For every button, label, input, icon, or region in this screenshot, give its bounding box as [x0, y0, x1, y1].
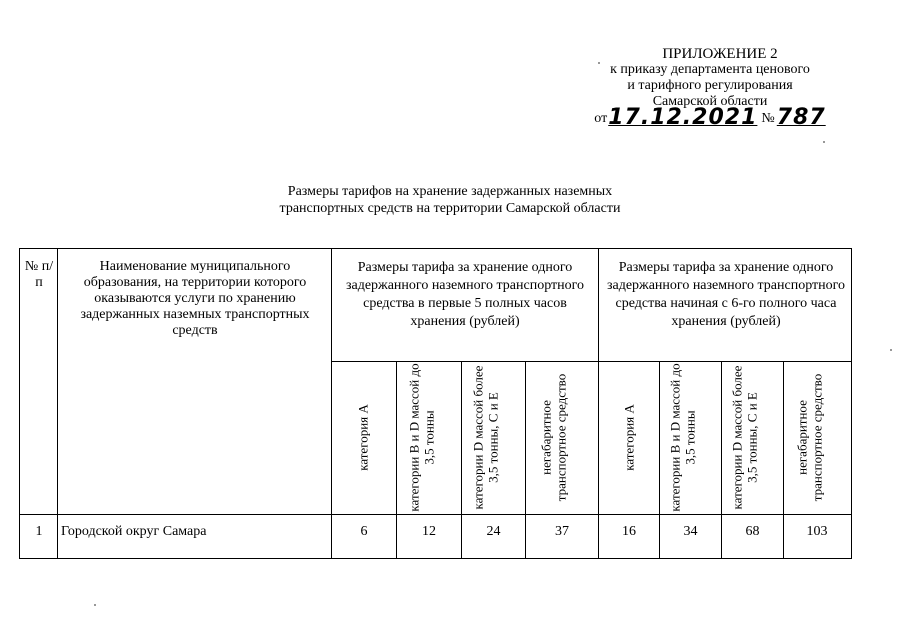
row-value-2: 12: [422, 524, 436, 539]
tariff-table: [19, 248, 852, 559]
date-prefix: от: [594, 111, 608, 126]
document-title-line-1: Размеры тарифов на хранение задержанных наземных: [287, 184, 613, 199]
header-num: № п/п: [24, 259, 54, 290]
row-value-6: 34: [683, 524, 698, 539]
subheader-1: категория А: [355, 404, 371, 471]
appendix-line-1: к приказу департамента ценового: [610, 62, 810, 77]
order-line: [560, 105, 860, 130]
scan-speck: [823, 141, 825, 143]
row-value-7: 68: [745, 524, 760, 539]
row-value-8: 103: [806, 524, 828, 539]
subheader-3: категории D массой более 3,5 тонны, С и Е: [470, 365, 501, 510]
scan-speck: [94, 604, 96, 606]
row-value-4: 37: [555, 524, 569, 539]
subheader-2: категории B и D массой до 3,5 тонны: [406, 363, 437, 512]
row-num: 1: [35, 524, 43, 539]
header-municipality: Наименование муниципального образования, на территории которого оказываются услуги по хранению задержанных наземных транспортных средств: [80, 259, 310, 338]
header-group-from-6th-hour: Размеры тарифа за хранение одного задержанного наземного транспортного средства начиная с 6-го полного часа хранения (рублей): [606, 260, 846, 329]
document-title: [230, 183, 670, 217]
subheader-5: категория А: [621, 404, 637, 471]
row-value-3: 24: [486, 524, 501, 539]
scan-speck: [598, 62, 600, 64]
table-rule: [20, 514, 851, 515]
document-title-line-2: транспортных средств на территории Самарской области: [279, 201, 621, 216]
appendix-line-2: и тарифного регулирования: [627, 78, 793, 93]
row-municipality: Городской округ Самара: [61, 524, 207, 539]
appendix-title: ПРИЛОЖЕНИЕ 2: [662, 46, 778, 62]
row-value-1: 6: [360, 524, 368, 539]
handwritten-date: 17.12.2021: [608, 105, 758, 130]
scan-speck: [890, 349, 892, 351]
table-rule: [331, 249, 332, 558]
subheader-8: негабаритное транспортное средство: [794, 373, 825, 502]
row-value-5: 16: [622, 524, 636, 539]
appendix-block: [560, 46, 860, 130]
number-prefix: №: [761, 111, 775, 126]
table-rule: [598, 249, 599, 558]
header-group-first-5-hours: Размеры тарифа за хранение одного задержанного наземного транспортного средства в первые 5 полных часов хранения (рублей): [345, 260, 585, 329]
subheader-7: категории D массой более 3,5 тонны, С и Е: [729, 365, 760, 510]
subheader-4: негабаритное транспортное средство: [538, 373, 569, 502]
appendix-line-3: Самарской области: [652, 94, 768, 109]
subheader-6: категории B и D массой до 3,5 тонны: [667, 363, 698, 512]
handwritten-number: 787: [776, 105, 826, 130]
table-rule: [57, 249, 58, 558]
